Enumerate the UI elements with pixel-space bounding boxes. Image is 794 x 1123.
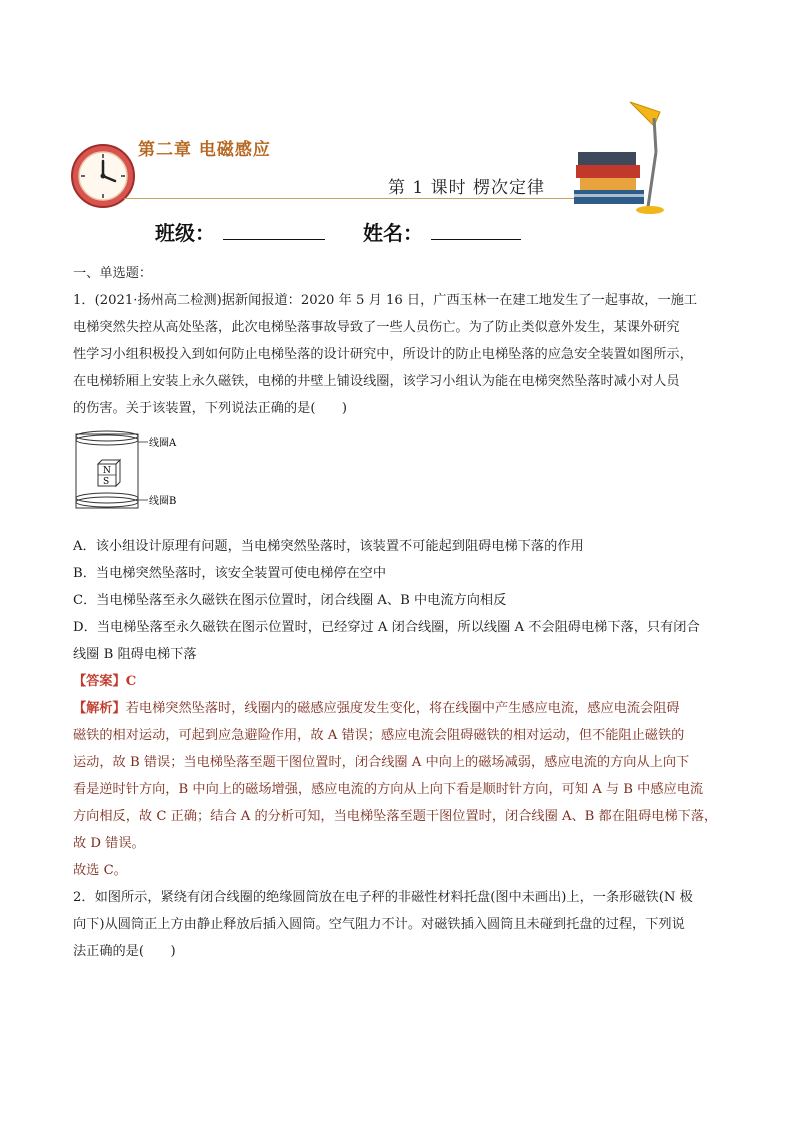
- class-field: [155, 217, 325, 246]
- option-b[interactable]: B．当电梯突然坠落时，该安全装置可使电梯停在空中: [73, 566, 387, 581]
- analysis-line: 磁铁的相对运动，可起到应急避险作用，故 A 错误；感应电流会阻碍磁铁的相对运动，但不能阻止磁铁的: [73, 728, 685, 743]
- analysis-line: 运动，故 B 错误；当电梯坠落至题干图位置时，闭合线圈 A 中向上的磁场减弱，感应电流的方向从上向下: [73, 755, 690, 770]
- coil-b-label: 线圈B: [149, 496, 177, 507]
- q1-line: 的伤害。关于该装置，下列说法正确的是( ): [73, 401, 348, 416]
- coil-a-label: 线圈A: [149, 438, 177, 449]
- analysis: [73, 695, 725, 884]
- q1-line: 1．(2021·扬州高二检测)据新闻报道：2020 年 5 月 16 日，广西玉林一在建工地发生了一起事故，一施工: [73, 293, 698, 308]
- header-rule: [124, 198, 584, 199]
- coil-magnet-figure: [70, 428, 200, 516]
- q1-line: 在电梯轿厢上安装上永久磁铁，电梯的井壁上铺设线圈，该学习小组认为能在电梯突然坠落时减小对人员: [73, 374, 680, 389]
- answer-label: 【答案】: [73, 674, 126, 689]
- analysis-text: 若电梯突然坠落时，线圈内的磁感应强度发生变化，将在线圈中产生感应电流，感应电流会阻碍: [125, 701, 680, 716]
- name-label: 姓名：: [363, 221, 423, 245]
- answer-value: C: [125, 674, 137, 689]
- section-heading: 一、单选题：: [73, 266, 153, 281]
- analysis-line: [73, 695, 725, 722]
- lesson-title: 第 1 课时 楞次定律: [388, 178, 546, 198]
- clock-icon: [70, 143, 136, 209]
- q1-options: [73, 533, 725, 668]
- analysis-label: 【解析】: [73, 701, 126, 716]
- analysis-line: 看是逆时针方向，B 中向上的磁场增强，感应电流的方向从上向下看是顺时针方向，可知 A 与 B 中感应电流: [73, 782, 704, 797]
- q2-line: 2．如图所示，紧绕有闭合线圈的绝缘圆筒放在电子秤的非磁性材料托盘(图中未画出)上，一条形磁铁(N 极: [73, 890, 693, 905]
- conclusion: 故选 C。: [73, 863, 127, 878]
- class-blank[interactable]: [223, 223, 325, 240]
- option-d-cont: 线圈 B 阻碍电梯下落: [73, 647, 197, 662]
- books-lamp-illustration: [568, 92, 668, 216]
- name-field: [363, 217, 521, 246]
- q1-line: 性学习小组积极投入到如何防止电梯坠落的设计研究中，所设计的防止电梯坠落的应急安全装置如图所示，: [73, 347, 693, 362]
- class-label: 班级：: [155, 221, 215, 245]
- question-1: [73, 287, 725, 422]
- question-2: [73, 884, 725, 965]
- name-blank[interactable]: [431, 223, 521, 240]
- analysis-line: 故 D 错误。: [73, 836, 145, 851]
- option-a[interactable]: A．该小组设计原理有问题，当电梯突然坠落时，该装置不可能起到阻碍电梯下落的作用: [73, 539, 584, 554]
- q2-line: 法正确的是( ): [73, 944, 176, 959]
- option-c[interactable]: C．当电梯坠落至永久磁铁在图示位置时，闭合线圈 A、B 中电流方向相反: [73, 593, 507, 608]
- q2-line: 向下)从圆筒正上方由静止释放后插入圆筒。空气阻力不计。对磁铁插入圆筒且未碰到托盘的过程，下列说: [73, 917, 685, 932]
- answer-line: [73, 668, 725, 695]
- magnet-n-label: N: [103, 466, 111, 476]
- q1-line: 电梯突然失控从高处坠落，此次电梯坠落事故导致了一些人员伤亡。为了防止类似意外发生，某课外研究: [73, 320, 680, 335]
- chapter-title: 第二章 电磁感应: [138, 140, 271, 160]
- analysis-line: 方向相反，故 C 正确；结合 A 的分析可知，当电梯坠落至题干图位置时，闭合线圈 A、B 都在阻碍电梯下落，: [73, 809, 718, 824]
- magnet-s-label: S: [103, 477, 110, 487]
- option-d[interactable]: D．当电梯坠落至永久磁铁在图示位置时，已经穿过 A 闭合线圈，所以线圈 A 不会阻碍电梯下落，只有闭合: [73, 620, 700, 635]
